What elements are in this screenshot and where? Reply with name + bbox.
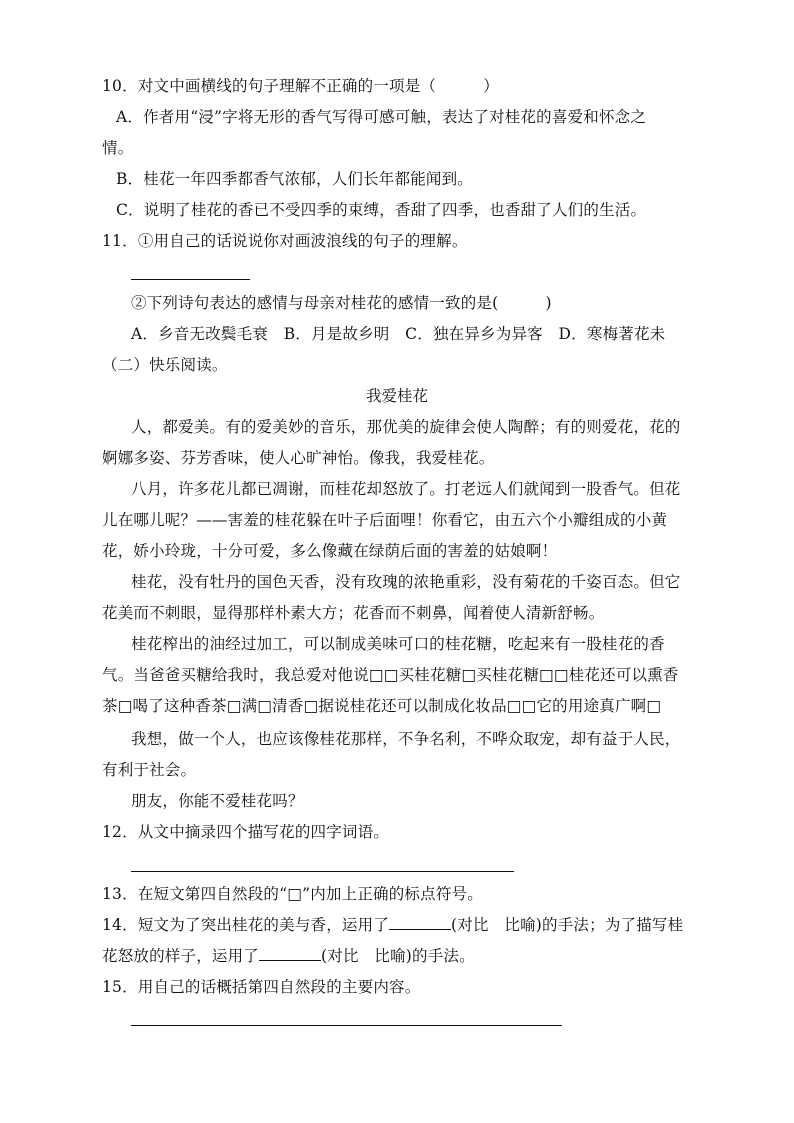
section-heading: （二）快乐阅读。 [102, 356, 228, 374]
q10-option-b: B．桂花一年四季都香气浓郁，人们长年都能闻到。 [116, 170, 473, 188]
q12-stem: 12．从文中摘录四个描写花的四字词语。 [102, 823, 390, 841]
passage-p3-line2: 花美而不刺眼，显得那样朴素大方；花香而不刺鼻，闻着使人清新舒畅。 [102, 604, 605, 622]
q14-line2 [102, 946, 475, 966]
passage-p2-line1: 八月，许多花儿都已凋谢，而桂花却怒放了。打老远人们就闻到一股香气。但花 [131, 480, 681, 498]
q10-stem: 10．对文中画横线的句子理解不正确的一项是（ ） [102, 77, 499, 95]
passage-p4-line3: 茶□喝了这种香茶□满□清香□据说桂花还可以制成化妆品□□它的用途真广啊□ [102, 697, 662, 715]
passage-p3-line1: 桂花，没有牡丹的国色天香，没有玫瑰的浓艳重彩，没有菊花的千姿百态。但它 [131, 573, 681, 591]
q11-options: A．乡音无改鬓毛衰 B．月是故乡明 C．独在异乡为异客 D．寒梅著花未 [131, 325, 666, 343]
q10-option-a-line1: A．作者用“浸”字将无形的香气写得可感可触，表达了对桂花的喜爱和怀念之 [116, 108, 647, 126]
q14-blank2[interactable] [259, 946, 321, 961]
passage-p4-line1: 桂花榨出的油经过加工，可以制成美味可口的桂花糖，吃起来有一股桂花的香 [131, 635, 665, 653]
q12-answer-line[interactable] [131, 871, 514, 872]
q13-stem: 13．在短文第四自然段的“□”内加上正确的标点符号。 [102, 885, 483, 903]
q14-part4: (对比 比喻)的手法。 [321, 947, 475, 965]
passage-p2-line2: 儿在哪儿呢？——害羞的桂花躲在叶子后面哩！你看它，由五六个小瓣组成的小黄 [102, 511, 668, 529]
q11-part2: ②下列诗句表达的感情与母亲对桂花的感情一致的是( ) [131, 294, 552, 312]
passage-p5-line1: 我想，做一个人，也应该像桂花那样，不争名利，不哗众取宠，却有益于人民， [131, 730, 681, 748]
q14-blank1[interactable] [389, 915, 451, 930]
q14-line1 [102, 915, 683, 935]
passage-p6: 朋友，你能不爱桂花吗？ [131, 792, 304, 810]
passage-p5-line2: 有利于社会。 [102, 761, 197, 779]
q14-part3: 花怒放的样子，运用了 [102, 947, 260, 965]
q15-answer-line[interactable] [131, 1025, 562, 1026]
q10-option-a-line2: 情。 [102, 139, 134, 157]
q14-part1: 14．短文为了突出桂花的美与香，运用了 [102, 916, 390, 934]
q10-option-c: C．说明了桂花的香已不受四季的束缚，香甜了四季，也香甜了人们的生活。 [116, 201, 647, 219]
q11-stem: 11．①用自己的话说说你对画波浪线的句子的理解。 [102, 232, 468, 250]
q15-stem: 15．用自己的话概括第四自然段的主要内容。 [102, 978, 421, 996]
passage-title: 我爱桂花 [365, 387, 428, 405]
q14-part2: (对比 比喻)的手法；为了描写桂 [451, 916, 684, 934]
q11-answer-line[interactable] [131, 279, 250, 280]
passage-p1-line2: 婀娜多姿、芬芳香味，使人心旷神怡。像我，我爱桂花。 [102, 449, 495, 467]
passage-p2-line3: 花，娇小玲珑，十分可爱，多么像藏在绿荫后面的害羞的姑娘啊！ [102, 542, 558, 560]
passage-p1-line1: 人，都爱美。有的爱美妙的音乐，那优美的旋律会使人陶醉；有的则爱花，花的 [131, 418, 681, 436]
passage-p4-line2: 气。当爸爸买糖给我时，我总爱对他说□□买桂花糖□买桂花糖□□桂花还可以熏香 [102, 666, 679, 684]
